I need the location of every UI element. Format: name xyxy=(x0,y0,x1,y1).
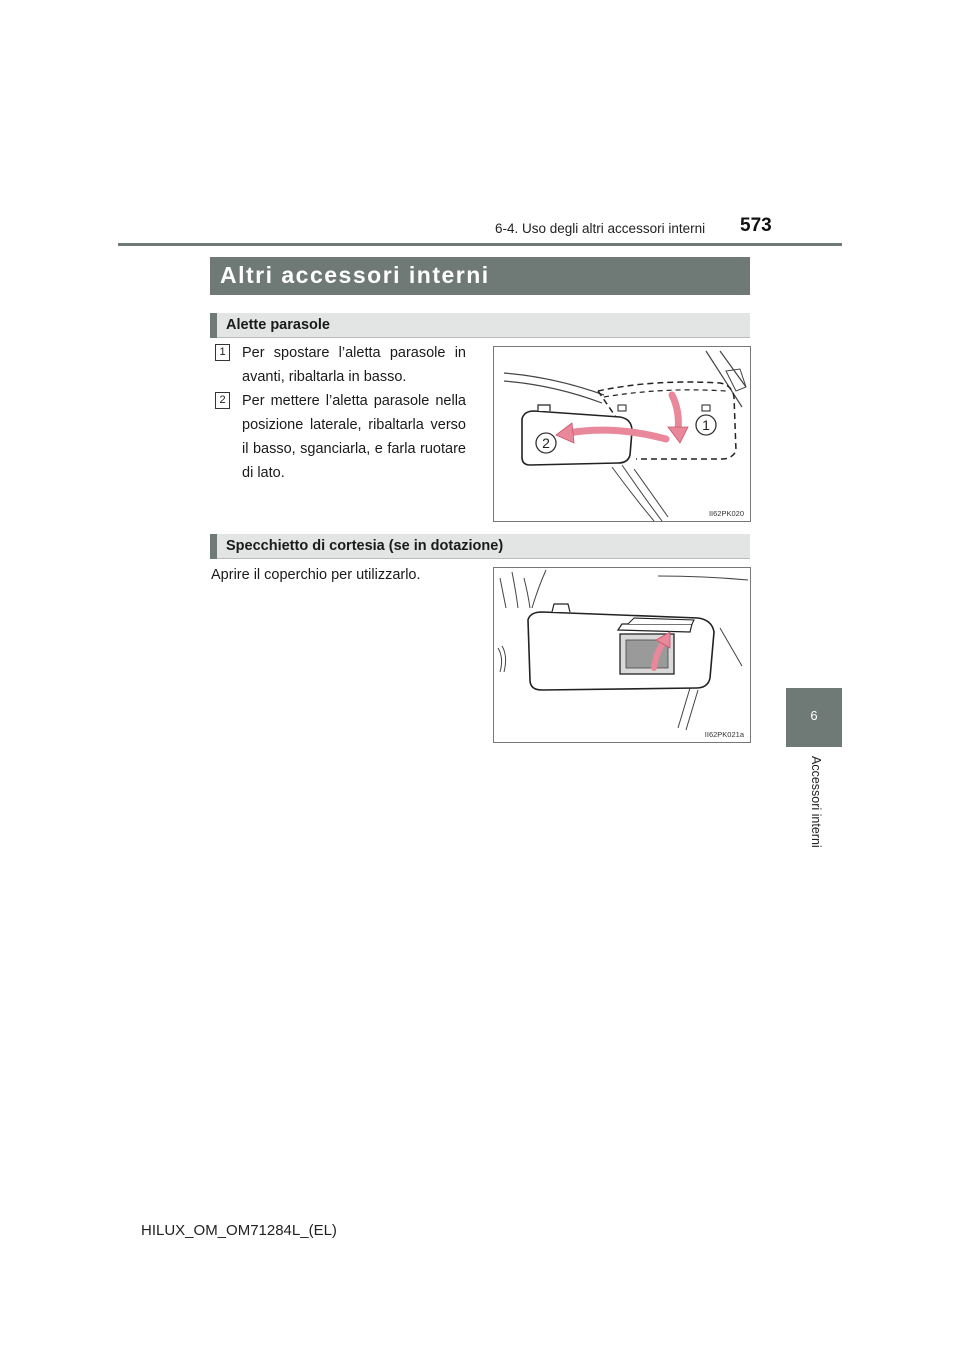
step-number-badge: 1 xyxy=(215,344,230,361)
step-text: Per mettere l’aletta parasole nella posizione laterale, ribaltarla verso il basso, sganciarla, e farla ruotare di lato. xyxy=(242,393,466,481)
chapter-tab: 6 xyxy=(786,688,842,747)
figure-code: II62PK020 xyxy=(708,509,744,518)
header-divider xyxy=(118,243,842,246)
footer-doc-id: HILUX_OM_OM71284L_(EL) xyxy=(141,1222,337,1239)
section-heading-bar xyxy=(210,313,750,338)
section-heading: Specchietto di cortesia (se in dotazione) xyxy=(226,538,504,554)
page-number: 573 xyxy=(740,215,772,236)
vanity-mirror-illustration xyxy=(494,568,750,742)
vanity-mirror-figure xyxy=(493,567,751,743)
callout-2-label: 2 xyxy=(542,435,550,451)
figure-code: II62PK021a xyxy=(704,730,744,739)
sun-visor-illustration xyxy=(494,347,750,521)
step-number-badge: 2 xyxy=(215,392,230,409)
step-text: Per spostare l’aletta parasole in avanti, ribaltarla in basso. xyxy=(242,345,466,385)
sun-visor-figure xyxy=(493,346,751,522)
section-heading-bar xyxy=(210,534,750,559)
page-title: Altri accessori interni xyxy=(220,262,490,288)
section-heading: Alette parasole xyxy=(226,317,330,333)
chapter-label: Accessori interni xyxy=(809,756,823,848)
header-section-title: 6-4. Uso degli altri accessori interni xyxy=(495,221,706,236)
callout-1-label: 1 xyxy=(702,417,710,433)
page-title-bar xyxy=(210,257,750,295)
section-text: Aprire il coperchio per utilizzarlo. xyxy=(211,567,421,583)
